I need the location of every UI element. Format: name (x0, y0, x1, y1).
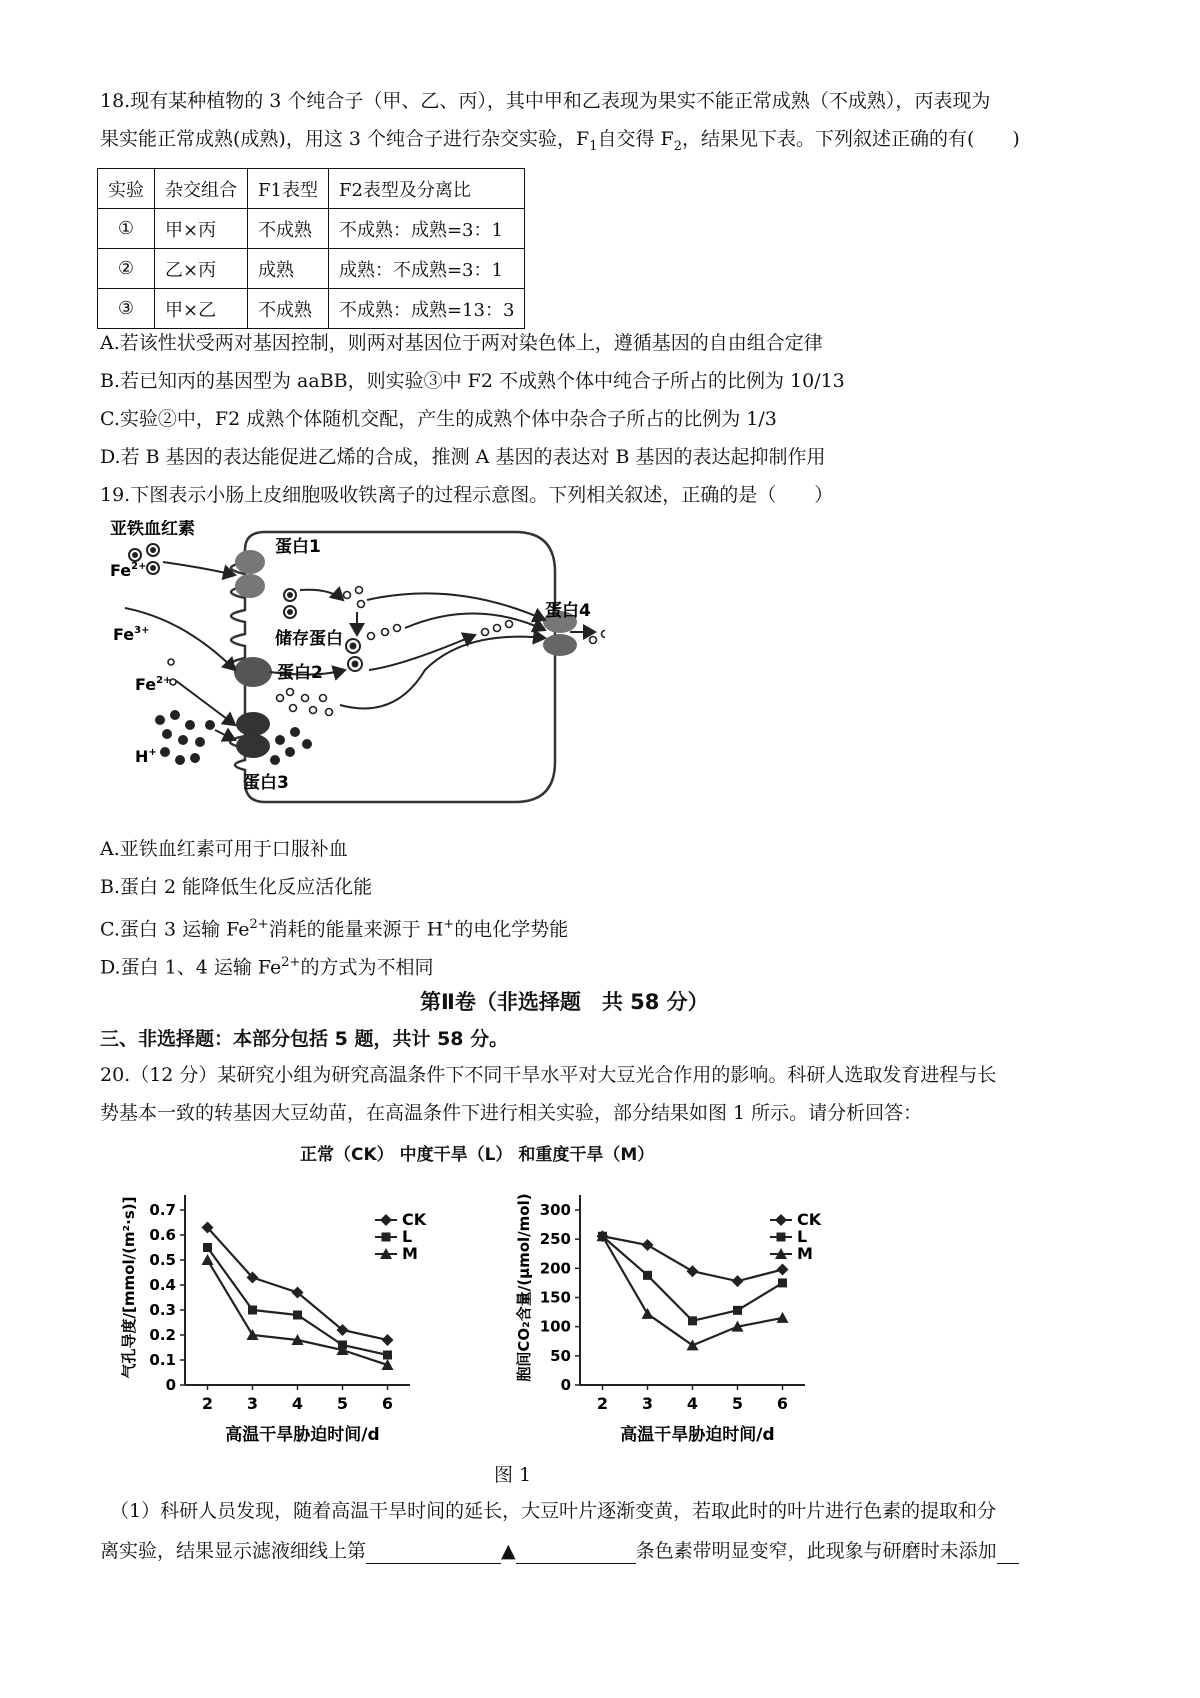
legend-label: L (797, 1227, 808, 1246)
y-tick-label: 150 (539, 1288, 571, 1307)
label-fe2-mid: $Fe^{2+}$ (135, 675, 172, 694)
x-axis-title: 高温干旱胁迫时间/d (225, 1425, 380, 1445)
data-point (383, 1351, 392, 1360)
table-cell: 成熟：不成熟=3：1 (328, 249, 524, 289)
series-CK (202, 1222, 394, 1347)
legend-label: CK (402, 1210, 427, 1229)
label-heme: 亚铁血红素 (110, 520, 195, 539)
label-storage-protein: 储存蛋白 (275, 629, 343, 649)
protein-1-shape (235, 550, 265, 598)
legend-marker (777, 1233, 786, 1242)
iron-absorption-diagram (105, 520, 605, 810)
q18-option-d: D.若 B 基因的表达能促进乙烯的合成，推测 A 基因的表达对 B 基因的表达起抑制作用 (100, 446, 826, 468)
table-cell: 甲×丙 (155, 209, 248, 249)
q20-sub1-line1: （1）科研人员发现，随着高温干旱时间的延长，大豆叶片逐渐变黄，若取此时的叶片进行色素的提取和分 (110, 1500, 997, 1522)
y-tick-label: 0.6 (149, 1226, 176, 1244)
x-tick-label: 2 (201, 1394, 214, 1413)
protein-3-shape (236, 712, 270, 758)
q19-stem: 19.下图表示小肠上皮细胞吸收铁离子的过程示意图。下列相关叙述，正确的是（ ） (100, 484, 834, 506)
data-point (202, 1254, 214, 1265)
legend-marker (775, 1214, 787, 1226)
section-title: 三、非选择题：本部分包括 5 题，共计 58 分。 (100, 1028, 509, 1050)
y-tick-label: 0 (560, 1376, 571, 1394)
table-row (98, 209, 525, 249)
figure-caption: 图 1 (494, 1464, 532, 1486)
intercellular-co2-chart (505, 1180, 905, 1450)
q19-option-d: D.蛋白 1、4 运输 $Fe^{2+}$的方式为不相同 (100, 955, 434, 979)
data-point (777, 1264, 789, 1276)
table-header-row (98, 169, 525, 209)
part2-title: 第Ⅱ卷（非选择题 共 58 分） (420, 990, 709, 1014)
x-tick-label: 4 (291, 1394, 304, 1413)
data-point (642, 1308, 654, 1319)
x-tick-label: 5 (336, 1394, 349, 1413)
data-point (643, 1271, 652, 1280)
table-row (98, 249, 525, 289)
q18-option-b: B.若已知丙的基因型为 aaBB，则实验③中 F2 不成熟个体中纯合子所占的比例为 10/13 (100, 370, 845, 392)
data-point (293, 1311, 302, 1320)
x-tick-label: 3 (246, 1394, 259, 1413)
table-row (98, 289, 525, 329)
q19-option-c: C.蛋白 3 运输 $Fe^{2+}$消耗的能量来源于 H+的电化学势能 (100, 917, 569, 941)
x-tick-label: 6 (776, 1394, 789, 1413)
x-tick-label: 3 (641, 1394, 654, 1413)
x-tick-label: 6 (381, 1394, 394, 1413)
data-point (687, 1265, 699, 1277)
protein-2-shape (234, 657, 272, 687)
y-tick-label: 0.5 (149, 1251, 176, 1269)
label-fe2-top: $Fe^{2+}$ (110, 561, 147, 580)
series-CK (597, 1230, 789, 1287)
y-axis-title: 气孔导度/[mmol/(m²·s)] (120, 1196, 138, 1379)
legend-label: CK (797, 1210, 822, 1229)
y-tick-label: 0.3 (149, 1301, 176, 1319)
data-point (778, 1278, 787, 1287)
data-point (732, 1275, 744, 1287)
data-point (687, 1339, 699, 1350)
q19-option-b: B.蛋白 2 能降低生化反应活化能 (100, 876, 373, 898)
q18-option-c: C.实验②中，F2 成熟个体随机交配，产生的成熟个体中杂合子所占的比例为 1/3 (100, 408, 777, 430)
legend-label: M (402, 1244, 418, 1263)
table-cell: ③ (98, 289, 155, 329)
table-cell: 成熟 (248, 249, 329, 289)
y-tick-label: 100 (539, 1317, 571, 1336)
legend-label: L (402, 1227, 413, 1246)
y-tick-label: 200 (539, 1259, 571, 1278)
legend-label: M (797, 1244, 813, 1263)
x-tick-label: 4 (686, 1394, 699, 1413)
legend-marker (380, 1214, 392, 1226)
label-fe3: $Fe^{3+}$ (113, 625, 150, 644)
data-point (248, 1306, 257, 1315)
table-cell: 不成熟 (248, 209, 329, 249)
q20-stem-line2: 势基本一致的转基因大豆幼苗，在高温条件下进行相关实验，部分结果如图 1 所示。请分析回答： (100, 1102, 923, 1124)
q18-stem-line2: 果实能正常成熟(成熟)，用这 3 个纯合子进行杂交实验，$F_1$自交得 $F_2$，结果见下表。下列叙述正确的有( ) (100, 128, 1020, 154)
stomatal-conductance-chart (110, 1180, 510, 1450)
table-header-cell: F2表型及分离比 (328, 169, 524, 209)
y-tick-label: 0.4 (149, 1276, 176, 1294)
q19-option-a: A.亚铁血红素可用于口服补血 (100, 838, 348, 860)
y-tick-label: 250 (539, 1230, 571, 1249)
y-tick-label: 0.7 (149, 1201, 176, 1219)
y-tick-label: 300 (539, 1201, 571, 1219)
series-line (603, 1236, 783, 1321)
figure-title: 正常（CK） 中度干旱（L） 和重度干旱（M） (300, 1145, 655, 1165)
data-point (203, 1243, 212, 1252)
q20-sub1-line2: 离实验，结果显示滤液细线上第 ▲ 条色素带明显变窄，此现象与研磨时未添加 (100, 1538, 1019, 1564)
q18-option-a: A.若该性状受两对基因控制，则两对基因位于两对染色体上，遵循基因的自由组合定律 (100, 332, 823, 354)
y-tick-label: 50 (550, 1346, 571, 1365)
table-header-cell: 杂交组合 (155, 169, 248, 209)
data-point (777, 1312, 789, 1323)
legend-marker (382, 1233, 391, 1242)
table-cell: 甲×乙 (155, 289, 248, 329)
x-tick-label: 5 (731, 1394, 744, 1413)
q18-table (97, 168, 525, 329)
label-h-plus: H+ (135, 747, 157, 766)
table-cell: 不成熟：成熟=13：3 (328, 289, 524, 329)
series-line (603, 1236, 783, 1345)
table-header-cell: 实验 (98, 169, 155, 209)
table-cell: 不成熟 (248, 289, 329, 329)
data-point (382, 1334, 394, 1346)
label-protein-3: 蛋白3 (243, 773, 289, 793)
x-tick-label: 2 (596, 1394, 609, 1413)
table-header-cell: F1表型 (248, 169, 329, 209)
y-tick-label: 0.2 (149, 1326, 176, 1344)
table-cell: ② (98, 249, 155, 289)
answer-marker: ▲ (501, 1540, 516, 1562)
series-M (597, 1230, 789, 1350)
label-protein-1: 蛋白1 (275, 537, 321, 557)
data-point (733, 1306, 742, 1315)
q18-stem-line1: 18.现有某种植物的 3 个纯合子（甲、乙、丙），其中甲和乙表现为果实不能正常成熟（不成熟），丙表现为 (100, 90, 991, 112)
data-point (688, 1316, 697, 1325)
table-cell: 乙×丙 (155, 249, 248, 289)
data-point (642, 1239, 654, 1251)
table-cell: ① (98, 209, 155, 249)
y-tick-label: 0.1 (149, 1351, 176, 1369)
y-tick-label: 0 (165, 1376, 176, 1394)
y-axis-title: 胞间CO₂含量/(μmol/mol) (515, 1193, 533, 1382)
x-axis-title: 高温干旱胁迫时间/d (620, 1425, 775, 1445)
table-cell: 不成熟：成熟=3：1 (328, 209, 524, 249)
label-protein-4: 蛋白4 (545, 601, 591, 621)
label-protein-2: 蛋白2 (277, 663, 323, 683)
q20-stem-line1: 20.（12 分）某研究小组为研究高温条件下不同干旱水平对大豆光合作用的影响。科研人选取发育进程与长 (100, 1064, 997, 1086)
